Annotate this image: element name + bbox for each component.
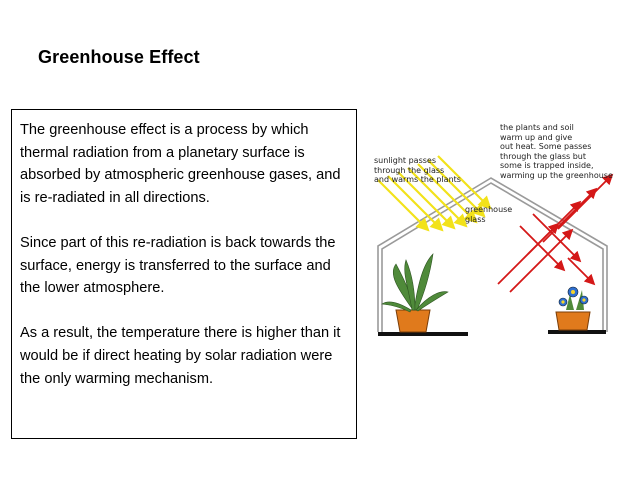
sunlight-label: sunlight passes through the glass and warms the plants bbox=[374, 156, 461, 184]
plants-heat-label: the plants and soil warm up and give out heat. Some passes through the glass but some is trapped inside, warming up the greenhouse bbox=[500, 123, 613, 180]
left-plant bbox=[378, 254, 468, 336]
paragraph-result: As a result, the temperature there is higher than it would be if direct heating by solar radiation were the only warming mechanism. bbox=[20, 325, 341, 387]
slide-title: Greenhouse Effect bbox=[38, 47, 200, 67]
paragraph-definition: The greenhouse effect is a process by which thermal radiation from a planetary surface is absorbed by atmospheric greenhouse gases, and is re-radiated in all directions. bbox=[20, 122, 341, 206]
description-textbox bbox=[11, 109, 357, 439]
right-plant bbox=[548, 287, 606, 334]
greenhouse-diagram bbox=[368, 114, 630, 354]
paragraph-reradiation: Since part of this re-radiation is back towards the surface, energy is transferred to the surface and the lower atmosphere. bbox=[20, 234, 336, 297]
greenhouse-glass-label: greenhouse glass bbox=[465, 205, 513, 224]
